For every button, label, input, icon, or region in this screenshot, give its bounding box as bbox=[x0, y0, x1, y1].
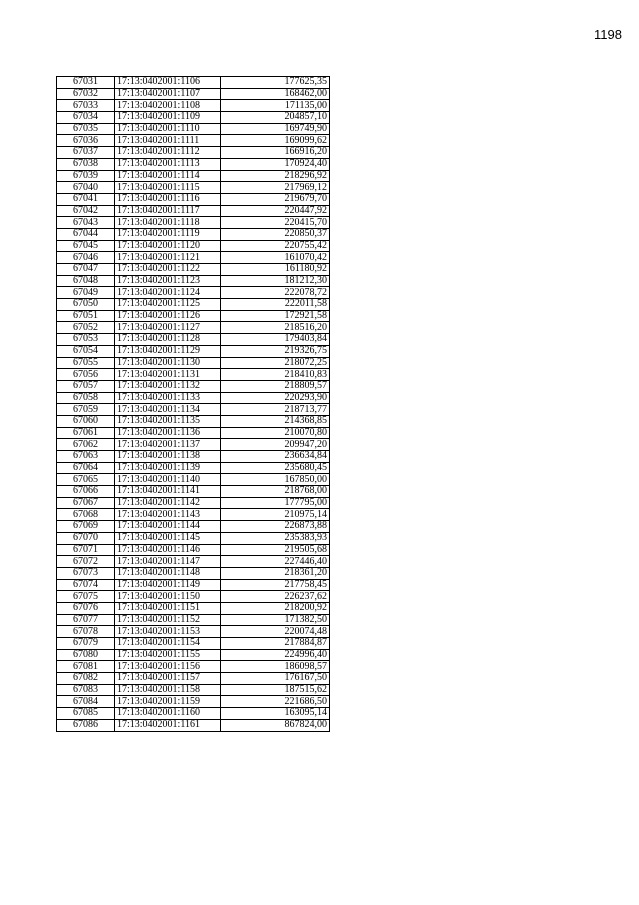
cadastral-value-table bbox=[56, 76, 330, 732]
table-row bbox=[57, 486, 330, 498]
table-row bbox=[57, 673, 330, 685]
cadastral-value: 214368,85 bbox=[221, 415, 330, 427]
cadastral-value: 218296,92 bbox=[221, 170, 330, 182]
cadastral-value: 218768,00 bbox=[221, 486, 330, 498]
row-number: 67078 bbox=[57, 626, 115, 638]
cadastral-number: 17:13:0402001:1130 bbox=[115, 357, 221, 369]
row-number: 67040 bbox=[57, 182, 115, 194]
table-row bbox=[57, 415, 330, 427]
row-number: 67074 bbox=[57, 579, 115, 591]
cadastral-number: 17:13:0402001:1127 bbox=[115, 322, 221, 334]
row-number: 67032 bbox=[57, 88, 115, 100]
cadastral-number: 17:13:0402001:1125 bbox=[115, 299, 221, 311]
cadastral-value: 204857,10 bbox=[221, 112, 330, 124]
cadastral-number: 17:13:0402001:1156 bbox=[115, 661, 221, 673]
cadastral-value: 220415,70 bbox=[221, 217, 330, 229]
row-number: 67033 bbox=[57, 100, 115, 112]
row-number: 67076 bbox=[57, 602, 115, 614]
row-number: 67043 bbox=[57, 217, 115, 229]
cadastral-number: 17:13:0402001:1112 bbox=[115, 147, 221, 159]
cadastral-number: 17:13:0402001:1143 bbox=[115, 509, 221, 521]
row-number: 67079 bbox=[57, 638, 115, 650]
cadastral-number: 17:13:0402001:1137 bbox=[115, 439, 221, 451]
table-row bbox=[57, 439, 330, 451]
table-row bbox=[57, 661, 330, 673]
cadastral-number: 17:13:0402001:1139 bbox=[115, 462, 221, 474]
row-number: 67070 bbox=[57, 532, 115, 544]
row-number: 67050 bbox=[57, 299, 115, 311]
table-row bbox=[57, 275, 330, 287]
cadastral-value: 221686,50 bbox=[221, 696, 330, 708]
table-row bbox=[57, 684, 330, 696]
cadastral-value: 218200,92 bbox=[221, 602, 330, 614]
table-row bbox=[57, 77, 330, 89]
cadastral-number: 17:13:0402001:1128 bbox=[115, 334, 221, 346]
cadastral-value: 186098,57 bbox=[221, 661, 330, 673]
cadastral-number: 17:13:0402001:1135 bbox=[115, 415, 221, 427]
cadastral-number: 17:13:0402001:1114 bbox=[115, 170, 221, 182]
cadastral-value: 220447,92 bbox=[221, 205, 330, 217]
cadastral-value: 209947,20 bbox=[221, 439, 330, 451]
table-row bbox=[57, 532, 330, 544]
row-number: 67085 bbox=[57, 708, 115, 720]
cadastral-number: 17:13:0402001:1159 bbox=[115, 696, 221, 708]
cadastral-number: 17:13:0402001:1160 bbox=[115, 708, 221, 720]
cadastral-value: 218072,25 bbox=[221, 357, 330, 369]
cadastral-value: 161070,42 bbox=[221, 252, 330, 264]
table-row bbox=[57, 310, 330, 322]
cadastral-value: 219679,70 bbox=[221, 193, 330, 205]
row-number: 67075 bbox=[57, 591, 115, 603]
row-number: 67073 bbox=[57, 567, 115, 579]
cadastral-value: 219326,75 bbox=[221, 345, 330, 357]
row-number: 67047 bbox=[57, 264, 115, 276]
cadastral-number: 17:13:0402001:1117 bbox=[115, 205, 221, 217]
cadastral-number: 17:13:0402001:1158 bbox=[115, 684, 221, 696]
row-number: 67060 bbox=[57, 415, 115, 427]
row-number: 67084 bbox=[57, 696, 115, 708]
row-number: 67034 bbox=[57, 112, 115, 124]
cadastral-value: 179403,84 bbox=[221, 334, 330, 346]
cadastral-number: 17:13:0402001:1126 bbox=[115, 310, 221, 322]
cadastral-value: 210070,80 bbox=[221, 427, 330, 439]
table-row bbox=[57, 240, 330, 252]
row-number: 67067 bbox=[57, 497, 115, 509]
table-row bbox=[57, 556, 330, 568]
cadastral-number: 17:13:0402001:1144 bbox=[115, 521, 221, 533]
table-row bbox=[57, 427, 330, 439]
cadastral-number: 17:13:0402001:1134 bbox=[115, 404, 221, 416]
cadastral-number: 17:13:0402001:1152 bbox=[115, 614, 221, 626]
cadastral-value: 235383,93 bbox=[221, 532, 330, 544]
table-row bbox=[57, 334, 330, 346]
cadastral-number: 17:13:0402001:1146 bbox=[115, 544, 221, 556]
table-row bbox=[57, 544, 330, 556]
row-number: 67039 bbox=[57, 170, 115, 182]
cadastral-number: 17:13:0402001:1145 bbox=[115, 532, 221, 544]
cadastral-number: 17:13:0402001:1124 bbox=[115, 287, 221, 299]
cadastral-number: 17:13:0402001:1110 bbox=[115, 123, 221, 135]
row-number: 67058 bbox=[57, 392, 115, 404]
cadastral-value: 226873,88 bbox=[221, 521, 330, 533]
cadastral-value: 177625,35 bbox=[221, 77, 330, 89]
table-row bbox=[57, 474, 330, 486]
cadastral-value: 210975,14 bbox=[221, 509, 330, 521]
row-number: 67069 bbox=[57, 521, 115, 533]
cadastral-value: 218361,20 bbox=[221, 567, 330, 579]
cadastral-number: 17:13:0402001:1118 bbox=[115, 217, 221, 229]
cadastral-value: 168462,00 bbox=[221, 88, 330, 100]
table-row bbox=[57, 158, 330, 170]
table-row bbox=[57, 696, 330, 708]
table-row bbox=[57, 602, 330, 614]
table-row bbox=[57, 299, 330, 311]
row-number: 67049 bbox=[57, 287, 115, 299]
row-number: 67062 bbox=[57, 439, 115, 451]
cadastral-value: 177795,00 bbox=[221, 497, 330, 509]
cadastral-number: 17:13:0402001:1106 bbox=[115, 77, 221, 89]
row-number: 67083 bbox=[57, 684, 115, 696]
cadastral-number: 17:13:0402001:1153 bbox=[115, 626, 221, 638]
table-row bbox=[57, 182, 330, 194]
cadastral-value: 217884,87 bbox=[221, 638, 330, 650]
table-row bbox=[57, 100, 330, 112]
cadastral-number: 17:13:0402001:1157 bbox=[115, 673, 221, 685]
cadastral-value: 169099,62 bbox=[221, 135, 330, 147]
cadastral-value: 163095,14 bbox=[221, 708, 330, 720]
table-row bbox=[57, 322, 330, 334]
table-row bbox=[57, 626, 330, 638]
row-number: 67056 bbox=[57, 369, 115, 381]
table-row bbox=[57, 170, 330, 182]
cadastral-value: 219505,68 bbox=[221, 544, 330, 556]
cadastral-number: 17:13:0402001:1116 bbox=[115, 193, 221, 205]
table-row bbox=[57, 509, 330, 521]
cadastral-value: 218713,77 bbox=[221, 404, 330, 416]
cadastral-number: 17:13:0402001:1123 bbox=[115, 275, 221, 287]
cadastral-value: 224996,40 bbox=[221, 649, 330, 661]
cadastral-value: 867824,00 bbox=[221, 719, 330, 731]
cadastral-number: 17:13:0402001:1107 bbox=[115, 88, 221, 100]
cadastral-value: 167850,00 bbox=[221, 474, 330, 486]
table-row bbox=[57, 205, 330, 217]
table-row bbox=[57, 217, 330, 229]
cadastral-number: 17:13:0402001:1113 bbox=[115, 158, 221, 170]
cadastral-value: 172921,58 bbox=[221, 310, 330, 322]
cadastral-value: 220850,37 bbox=[221, 228, 330, 240]
row-number: 67045 bbox=[57, 240, 115, 252]
table-body bbox=[57, 77, 330, 732]
cadastral-number: 17:13:0402001:1129 bbox=[115, 345, 221, 357]
cadastral-number: 17:13:0402001:1108 bbox=[115, 100, 221, 112]
cadastral-number: 17:13:0402001:1147 bbox=[115, 556, 221, 568]
row-number: 67080 bbox=[57, 649, 115, 661]
table-row bbox=[57, 638, 330, 650]
cadastral-value: 235680,45 bbox=[221, 462, 330, 474]
cadastral-value: 161180,92 bbox=[221, 264, 330, 276]
cadastral-value: 171382,50 bbox=[221, 614, 330, 626]
cadastral-value: 236634,84 bbox=[221, 451, 330, 463]
table-row bbox=[57, 719, 330, 731]
cadastral-number: 17:13:0402001:1133 bbox=[115, 392, 221, 404]
table-row bbox=[57, 264, 330, 276]
table-row bbox=[57, 123, 330, 135]
cadastral-number: 17:13:0402001:1155 bbox=[115, 649, 221, 661]
cadastral-value: 222011,58 bbox=[221, 299, 330, 311]
row-number: 67031 bbox=[57, 77, 115, 89]
table-row bbox=[57, 380, 330, 392]
table-row bbox=[57, 567, 330, 579]
row-number: 67071 bbox=[57, 544, 115, 556]
row-number: 67081 bbox=[57, 661, 115, 673]
cadastral-value: 181212,30 bbox=[221, 275, 330, 287]
cadastral-number: 17:13:0402001:1140 bbox=[115, 474, 221, 486]
cadastral-value: 226237,62 bbox=[221, 591, 330, 603]
cadastral-number: 17:13:0402001:1151 bbox=[115, 602, 221, 614]
row-number: 67035 bbox=[57, 123, 115, 135]
row-number: 67064 bbox=[57, 462, 115, 474]
cadastral-value: 176167,50 bbox=[221, 673, 330, 685]
row-number: 67066 bbox=[57, 486, 115, 498]
table-row bbox=[57, 649, 330, 661]
cadastral-value: 220293,90 bbox=[221, 392, 330, 404]
cadastral-number: 17:13:0402001:1154 bbox=[115, 638, 221, 650]
table-row bbox=[57, 591, 330, 603]
cadastral-value: 218516,20 bbox=[221, 322, 330, 334]
row-number: 67086 bbox=[57, 719, 115, 731]
table-row bbox=[57, 287, 330, 299]
cadastral-number: 17:13:0402001:1132 bbox=[115, 380, 221, 392]
table-row bbox=[57, 147, 330, 159]
cadastral-value: 169749,90 bbox=[221, 123, 330, 135]
cadastral-value: 218410,83 bbox=[221, 369, 330, 381]
row-number: 67042 bbox=[57, 205, 115, 217]
cadastral-value: 227446,40 bbox=[221, 556, 330, 568]
cadastral-value: 171135,00 bbox=[221, 100, 330, 112]
cadastral-value: 166916,20 bbox=[221, 147, 330, 159]
cadastral-number: 17:13:0402001:1131 bbox=[115, 369, 221, 381]
cadastral-value: 220755,42 bbox=[221, 240, 330, 252]
row-number: 67053 bbox=[57, 334, 115, 346]
cadastral-number: 17:13:0402001:1109 bbox=[115, 112, 221, 124]
row-number: 67036 bbox=[57, 135, 115, 147]
cadastral-number: 17:13:0402001:1138 bbox=[115, 451, 221, 463]
cadastral-number: 17:13:0402001:1141 bbox=[115, 486, 221, 498]
table-row bbox=[57, 193, 330, 205]
cadastral-value: 222078,72 bbox=[221, 287, 330, 299]
row-number: 67059 bbox=[57, 404, 115, 416]
cadastral-number: 17:13:0402001:1161 bbox=[115, 719, 221, 731]
table-row bbox=[57, 614, 330, 626]
table-row bbox=[57, 451, 330, 463]
cadastral-value: 217969,12 bbox=[221, 182, 330, 194]
row-number: 67055 bbox=[57, 357, 115, 369]
table-row bbox=[57, 369, 330, 381]
row-number: 67048 bbox=[57, 275, 115, 287]
row-number: 67068 bbox=[57, 509, 115, 521]
row-number: 67044 bbox=[57, 228, 115, 240]
cadastral-value: 187515,62 bbox=[221, 684, 330, 696]
table-row bbox=[57, 135, 330, 147]
row-number: 67061 bbox=[57, 427, 115, 439]
table-row bbox=[57, 708, 330, 720]
cadastral-number: 17:13:0402001:1150 bbox=[115, 591, 221, 603]
table-row bbox=[57, 462, 330, 474]
cadastral-value: 170924,40 bbox=[221, 158, 330, 170]
row-number: 67037 bbox=[57, 147, 115, 159]
row-number: 67065 bbox=[57, 474, 115, 486]
table-row bbox=[57, 228, 330, 240]
row-number: 67046 bbox=[57, 252, 115, 264]
table-row bbox=[57, 252, 330, 264]
cadastral-number: 17:13:0402001:1122 bbox=[115, 264, 221, 276]
table-row bbox=[57, 521, 330, 533]
table-row bbox=[57, 392, 330, 404]
cadastral-value: 218809,57 bbox=[221, 380, 330, 392]
cadastral-number: 17:13:0402001:1136 bbox=[115, 427, 221, 439]
row-number: 67054 bbox=[57, 345, 115, 357]
row-number: 67038 bbox=[57, 158, 115, 170]
cadastral-number: 17:13:0402001:1149 bbox=[115, 579, 221, 591]
table-row bbox=[57, 357, 330, 369]
row-number: 67052 bbox=[57, 322, 115, 334]
row-number: 67063 bbox=[57, 451, 115, 463]
cadastral-value: 220074,48 bbox=[221, 626, 330, 638]
cadastral-number: 17:13:0402001:1120 bbox=[115, 240, 221, 252]
cadastral-value: 217758,45 bbox=[221, 579, 330, 591]
cadastral-number: 17:13:0402001:1142 bbox=[115, 497, 221, 509]
row-number: 67077 bbox=[57, 614, 115, 626]
table-row bbox=[57, 579, 330, 591]
cadastral-number: 17:13:0402001:1111 bbox=[115, 135, 221, 147]
cadastral-number: 17:13:0402001:1119 bbox=[115, 228, 221, 240]
table-row bbox=[57, 345, 330, 357]
table-row bbox=[57, 404, 330, 416]
row-number: 67057 bbox=[57, 380, 115, 392]
cadastral-number: 17:13:0402001:1121 bbox=[115, 252, 221, 264]
table-row bbox=[57, 497, 330, 509]
row-number: 67072 bbox=[57, 556, 115, 568]
row-number: 67082 bbox=[57, 673, 115, 685]
page-number: 1198 bbox=[594, 27, 622, 42]
row-number: 67041 bbox=[57, 193, 115, 205]
cadastral-number: 17:13:0402001:1115 bbox=[115, 182, 221, 194]
cadastral-number: 17:13:0402001:1148 bbox=[115, 567, 221, 579]
table-row bbox=[57, 112, 330, 124]
table-row bbox=[57, 88, 330, 100]
row-number: 67051 bbox=[57, 310, 115, 322]
